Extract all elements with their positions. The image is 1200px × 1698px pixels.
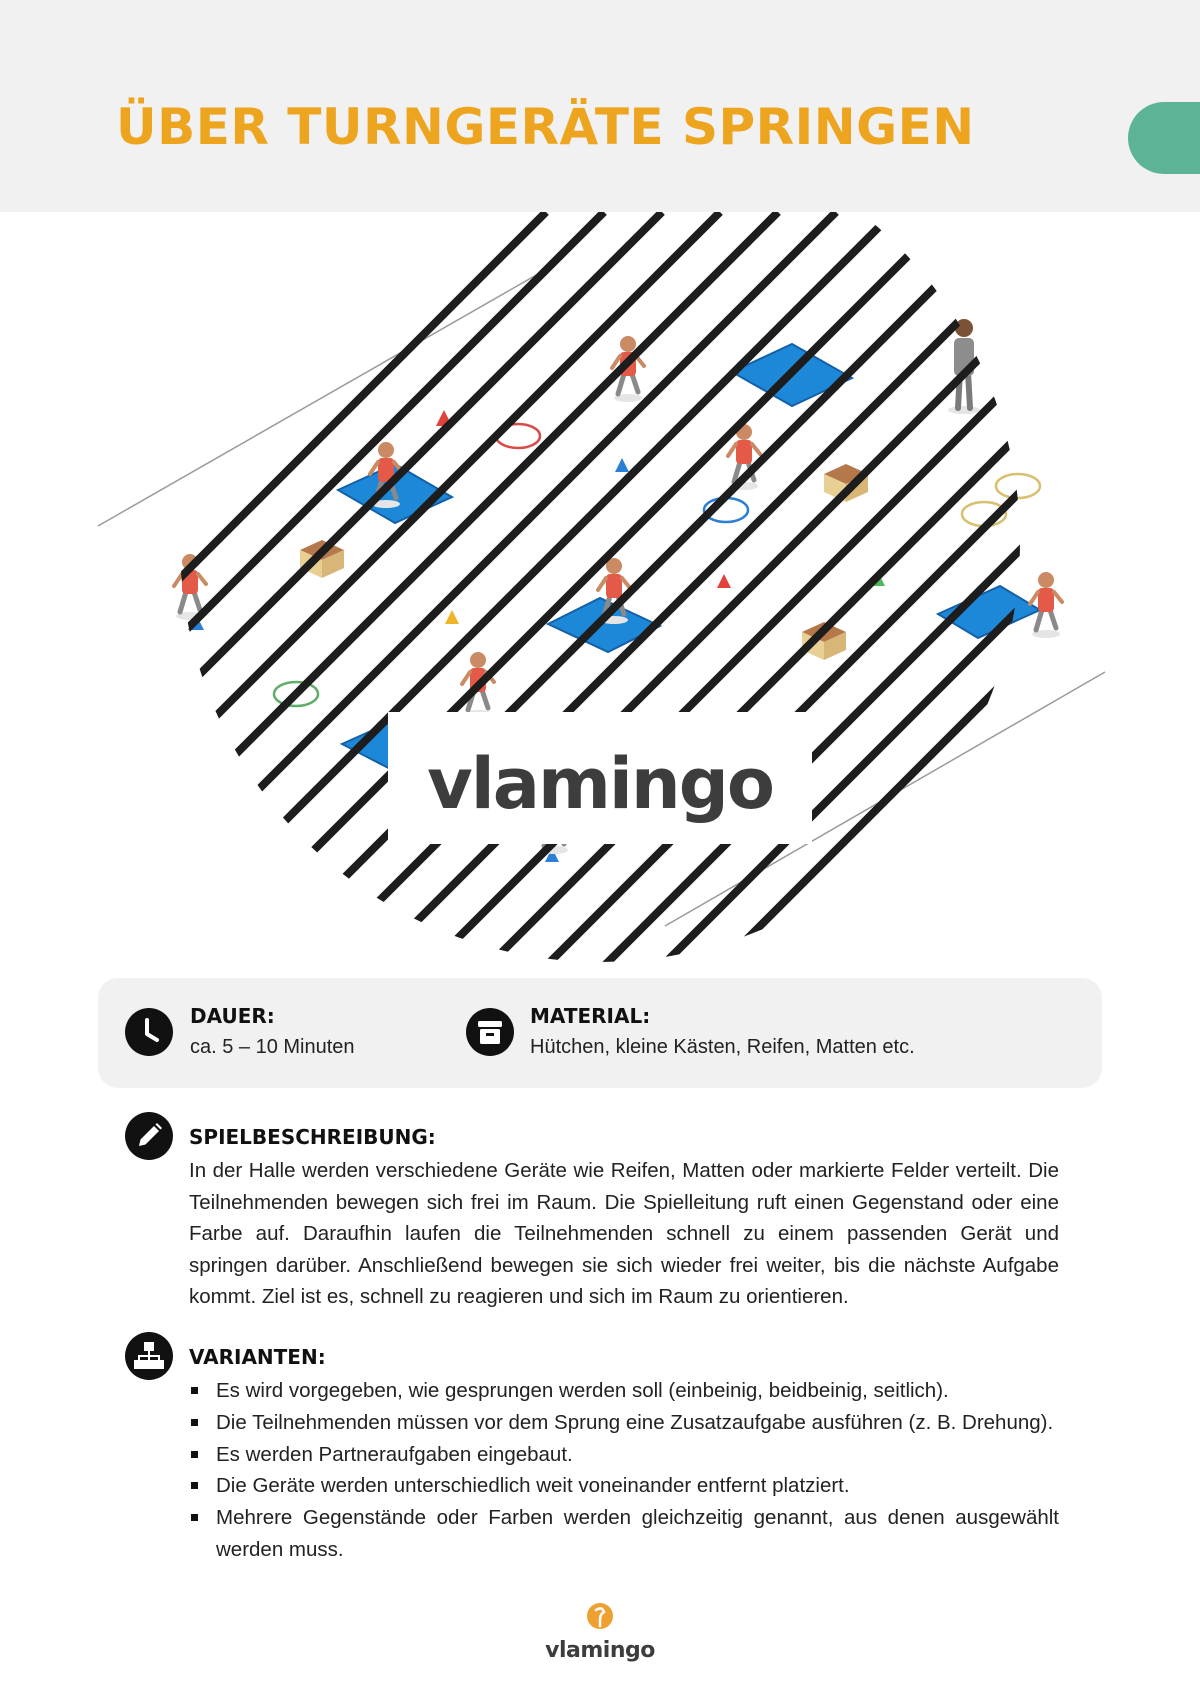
- variants-label: VARIANTEN:: [189, 1345, 326, 1369]
- footer-logo: [540, 1600, 660, 1680]
- material-label: MATERIAL:: [530, 1004, 651, 1028]
- watermark-stripe: [1136, 212, 1200, 972]
- list-item: Es wird vorgegeben, wie gesprungen werden soll (einbeinig, beidbeinig, seitlich).: [189, 1375, 1059, 1407]
- material-value: Hütchen, kleine Kästen, Reifen, Matten etc.: [530, 1036, 915, 1058]
- watermark-stripes: [0, 212, 1200, 972]
- cone: [445, 610, 459, 624]
- variants-list: [189, 1375, 1059, 1566]
- watermark-stripe: [0, 212, 778, 972]
- header-band: [0, 0, 1200, 212]
- gym-scene: [0, 212, 1200, 972]
- watermark-stripe: [382, 212, 1200, 972]
- duration-value: ca. 5 – 10 Minuten: [190, 1036, 355, 1058]
- footer-logo-text: vlamingo: [545, 1638, 655, 1663]
- hierarchy-icon: [125, 1332, 173, 1380]
- list-item: Die Geräte werden unterschiedlich weit voneinander entfernt platziert.: [189, 1470, 1059, 1502]
- flamingo-logo-icon: [540, 1600, 660, 1636]
- gym-illustration: [0, 212, 1200, 972]
- description-text: In der Halle werden verschiedene Geräte wie Reifen, Matten oder markierte Felder verteilt. Die Teilnehmenden bewegen sich frei im Raum. Die Spielleitung ruft einen Gegenstand oder eine Farbe auf. Daraufhin laufen die Teilnehmenden schnell zu einem passenden Gerät und springen darüber. Anschließend bewegen sie sich wieder frei weiter, bis die nächste Aufgabe kommt. Ziel ist es, schnell zu reagieren und sich im Raum zu orientieren.: [189, 1159, 1059, 1309]
- cone: [717, 574, 731, 588]
- pencil-icon: [125, 1112, 173, 1160]
- hoop: [996, 474, 1040, 498]
- description-label: SPIELBESCHREIBUNG:: [189, 1125, 436, 1149]
- list-item: Es werden Partneraufgaben eingebaut.: [189, 1439, 1059, 1471]
- box-icon: [466, 1008, 514, 1056]
- watermark-stripe: [0, 212, 546, 972]
- watermark-logo: vlamingo: [427, 743, 773, 825]
- watermark-stripe: [1194, 212, 1200, 972]
- watermark-stripe: [0, 212, 662, 972]
- watermark-stripe: [614, 212, 1200, 972]
- watermark-stripe: [1078, 212, 1200, 972]
- child-runner: [1030, 572, 1062, 638]
- accent-tab: [1128, 102, 1200, 174]
- info-box: [98, 978, 1102, 1088]
- list-item: Mehrere Gegenstände oder Farben werden gleichzeitig genannt, aus denen ausgewählt werden muss.: [189, 1502, 1059, 1566]
- list-item: Die Teilnehmenden müssen vor dem Sprung eine Zusatzaufgabe ausführen (z. B. Drehung).: [189, 1407, 1059, 1439]
- page-title: ÜBER TURNGERÄTE SPRINGEN: [116, 98, 975, 156]
- clock-icon: [125, 1008, 173, 1056]
- mat: [548, 598, 660, 652]
- cone: [615, 458, 629, 472]
- duration-label: DAUER:: [190, 1004, 275, 1028]
